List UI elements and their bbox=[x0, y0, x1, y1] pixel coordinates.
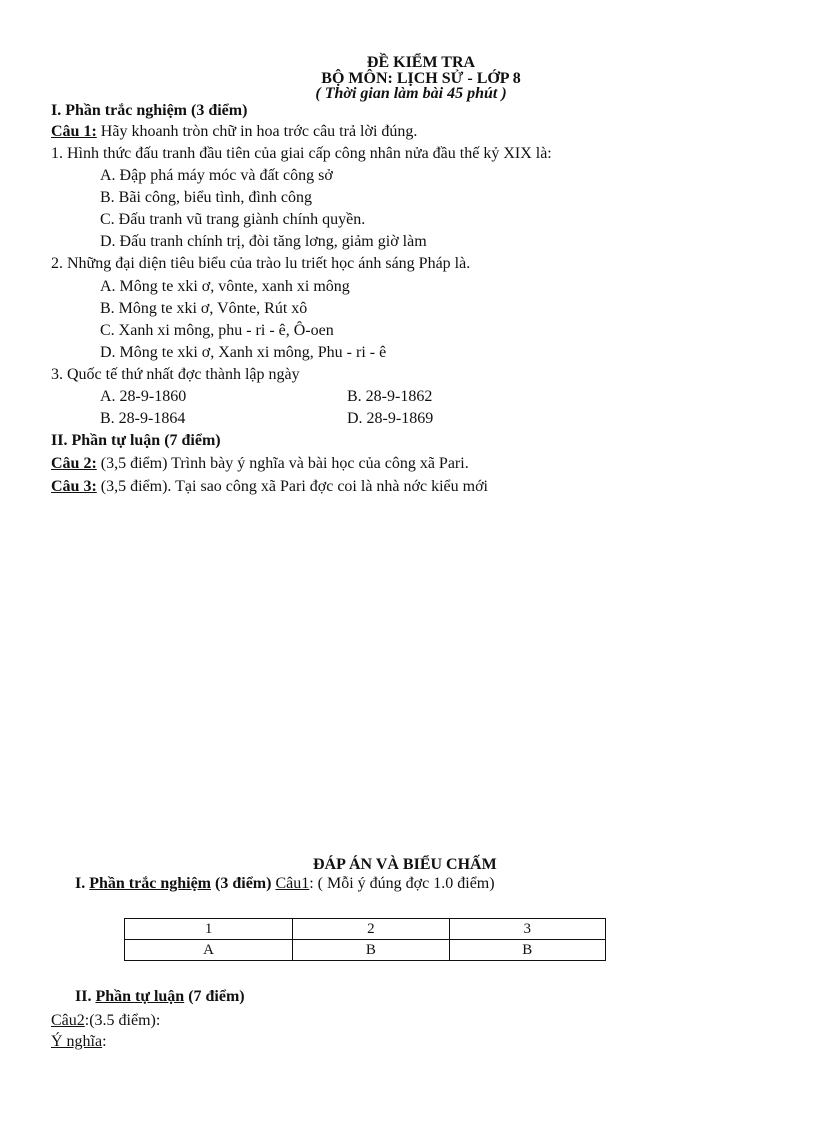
question-3-label: Câu 3: bbox=[51, 478, 97, 495]
answer-part1-prefix: I. bbox=[75, 875, 90, 892]
item-2-option-b: B. Mông te xki ơ, Vônte, Rút xô bbox=[100, 300, 308, 317]
item-1-option-d: D. Đấu tranh chính trị, đòi tăng lơng, giảm giờ làm bbox=[100, 233, 427, 250]
answer-table-header-1: 1 bbox=[125, 919, 293, 940]
question-1-instruction bbox=[51, 122, 417, 142]
item-1-stem: 1. Hình thức đấu tranh đầu tiên của giai cấp công nhân nửa đầu thế kỷ XIX là: bbox=[51, 145, 552, 162]
part1-heading: I. Phần trắc nghiệm (3 điểm) bbox=[51, 102, 248, 119]
question-3-text: (3,5 điểm). Tại sao công xã Pari đợc coi là nhà nớc kiểu mới bbox=[96, 478, 488, 495]
answer-part1-line bbox=[75, 874, 495, 894]
exam-time-note: ( Thời gian làm bài 45 phút ) bbox=[315, 85, 507, 102]
item-3-option-row-1 bbox=[100, 387, 433, 407]
item-2-option-d: D. Mông te xki ơ, Xanh xi mông, Phu - ri - ê bbox=[100, 344, 387, 361]
question-2 bbox=[51, 454, 469, 474]
item-1-option-c: C. Đấu tranh vũ trang giành chính quyền. bbox=[100, 211, 366, 228]
item-3-option-d: D. 28-9-1869 bbox=[347, 410, 434, 427]
item-3-option-b: B. 28-9-1862 bbox=[347, 388, 433, 405]
answer-table-value-row bbox=[125, 940, 606, 961]
question-2-label: Câu 2: bbox=[51, 455, 97, 472]
answer-part2-prefix: II. bbox=[75, 988, 96, 1005]
answer-meaning-line bbox=[51, 1032, 107, 1052]
answer-part2-line bbox=[75, 987, 245, 1007]
answer-key-title: ĐÁP ÁN VÀ BIỂU CHẤM bbox=[313, 856, 497, 873]
exam-subject: BỘ MÔN: LỊCH SỬ - LỚP 8 bbox=[321, 70, 521, 87]
question-1-label: Câu 1: bbox=[51, 123, 97, 140]
question-1-text: Hãy khoanh tròn chữ in hoa trớc câu trả lời đúng. bbox=[96, 123, 418, 140]
part2-heading: II. Phần tự luận (7 điểm) bbox=[51, 432, 221, 449]
answer-part1-question-label: Câu1 bbox=[275, 875, 310, 892]
answer-meaning-label: Ý nghĩa bbox=[51, 1033, 103, 1050]
item-3-stem: 3. Quốc tế thứ nhất đợc thành lập ngày bbox=[51, 366, 300, 383]
answer-table-value-2: B bbox=[293, 940, 449, 961]
answer-part2-points: (7 điểm) bbox=[184, 988, 245, 1005]
answer-table-value-3: B bbox=[449, 940, 605, 961]
question-2-text: (3,5 điểm) Trình bày ý nghĩa và bài học của công xã Pari. bbox=[96, 455, 469, 472]
answer-table bbox=[124, 918, 606, 961]
answer-table-header-row bbox=[125, 919, 606, 940]
exam-title: ĐỀ KIỂM TRA bbox=[366, 54, 476, 71]
answer-question-2-label: Câu2 bbox=[51, 1012, 85, 1029]
answer-question-2-note: :(3.5 điểm): bbox=[84, 1012, 161, 1029]
item-1-option-b: B. Bãi công, biểu tình, đình công bbox=[100, 189, 312, 206]
answer-part1-note: : ( Mỗi ý đúng đợc 1.0 điểm) bbox=[309, 875, 495, 892]
item-1-option-a: A. Đập phá máy móc và đất công sở bbox=[100, 167, 333, 184]
question-3 bbox=[51, 477, 488, 497]
answer-table-header-3: 3 bbox=[449, 919, 605, 940]
item-3-option-a: A. 28-9-1860 bbox=[100, 388, 187, 405]
answer-meaning-colon: : bbox=[102, 1033, 107, 1050]
answer-table-value-1: A bbox=[125, 940, 293, 961]
answer-part1-heading: Phần trắc nghiệm bbox=[89, 875, 212, 892]
item-2-option-a: A. Mông te xki ơ, vônte, xanh xi mông bbox=[100, 278, 350, 295]
answer-table-header-2: 2 bbox=[293, 919, 449, 940]
item-2-stem: 2. Những đại diện tiêu biểu của trào lu triết học ánh sáng Pháp là. bbox=[51, 255, 471, 272]
answer-part2-heading: Phần tự luận bbox=[95, 988, 185, 1005]
answer-part1-points: (3 điểm) bbox=[211, 875, 276, 892]
item-3-option-c: B. 28-9-1864 bbox=[100, 410, 186, 427]
item-2-option-c: C. Xanh xi mông, phu - ri - ê, Ô-oen bbox=[100, 322, 334, 339]
item-3-option-row-2 bbox=[100, 409, 434, 429]
answer-question-2-line bbox=[51, 1011, 160, 1031]
